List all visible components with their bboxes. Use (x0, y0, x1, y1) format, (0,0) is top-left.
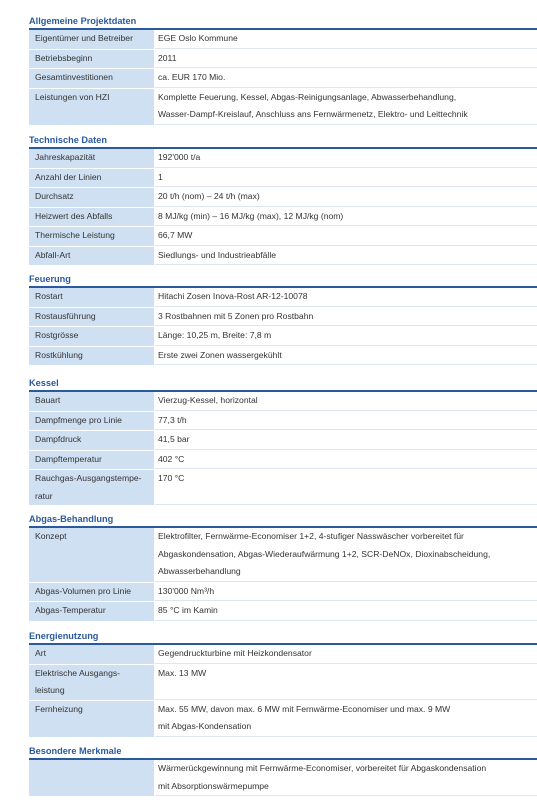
row-value (155, 347, 537, 366)
row-value-line: mit Absorptionswärmepumpe (158, 780, 269, 791)
row-label (29, 89, 155, 125)
row-value-line: Max. 13 MW (158, 667, 207, 678)
section-title: Kessel (29, 374, 537, 392)
row-value (155, 30, 537, 49)
row-label (29, 451, 155, 470)
table-row (29, 69, 537, 89)
row-label-line: ratur (35, 490, 53, 501)
row-label-line: Elektrische Ausgangs- (35, 667, 121, 678)
table-row (29, 431, 537, 451)
row-label (29, 701, 155, 737)
table-row (29, 327, 537, 347)
row-value (155, 665, 537, 700)
table-row (29, 347, 537, 367)
row-label (29, 760, 155, 796)
row-value (155, 327, 537, 346)
row-label (29, 149, 155, 168)
row-label-line: Thermische Leistung (35, 230, 115, 240)
row-value-line: 20 t/h (nom) – 24 t/h (max) (158, 191, 260, 201)
row-value-line: Erste zwei Zonen wassergekühlt (158, 349, 282, 360)
row-value-line: Komplette Feuerung, Kessel, Abgas-Reinigungsanlage, Abwasserbehandlung, (158, 91, 457, 102)
row-label (29, 665, 155, 700)
row-label (29, 169, 155, 188)
table-row (29, 169, 537, 189)
row-value-line: 1 (158, 171, 163, 182)
row-label-line: Gesamtinvestitionen (35, 72, 113, 82)
row-label-line: Jahreskapazität (35, 152, 96, 162)
row-label (29, 528, 155, 582)
row-value (155, 602, 537, 621)
row-value (155, 247, 537, 266)
section-3 (29, 374, 537, 506)
row-label-line: leistung (35, 685, 65, 695)
section-title: Besondere Merkmale (29, 742, 537, 760)
row-value-line: 402 °C (158, 453, 185, 464)
row-value (155, 288, 537, 307)
row-value-line: Max. 55 MW, davon max. 6 MW mit Fernwärme-Economiser und max. 9 MW (158, 703, 451, 714)
row-label (29, 288, 155, 307)
row-value (155, 528, 537, 582)
row-label (29, 50, 155, 69)
section-5 (29, 627, 537, 738)
row-label-line: Eigentümer und Betreiber (35, 33, 133, 43)
row-label (29, 347, 155, 366)
row-value-line: Gegendruckturbine mit Heizkondensator (158, 648, 312, 658)
row-value-line: 170 °C (158, 473, 185, 483)
row-value-line: 192'000 t/a (158, 152, 201, 162)
row-label (29, 645, 155, 664)
row-label-line: Rostart (35, 291, 63, 301)
row-label-line: Rauchgas-Ausgangstempe- (35, 473, 142, 483)
row-value (155, 149, 537, 168)
row-label-line: Art (35, 648, 46, 658)
row-value (155, 760, 537, 796)
row-label (29, 431, 155, 450)
row-value-line: Hitachi Zosen Inova-Rost AR-12-10078 (158, 291, 308, 301)
row-value (155, 392, 537, 411)
table-row (29, 149, 537, 169)
row-value (155, 470, 537, 505)
row-label-line: Anzahl der Linien (35, 171, 102, 182)
row-label (29, 188, 155, 207)
table-row (29, 528, 537, 583)
table-row (29, 602, 537, 622)
row-label-line: Dampfmenge pro Linie (35, 414, 122, 425)
row-label (29, 602, 155, 621)
row-label-line: Rostgrösse (35, 330, 79, 340)
row-value-line: mit Abgas-Kondensation (158, 721, 252, 731)
row-label-line: Konzept (35, 531, 67, 541)
section-1 (29, 131, 537, 266)
row-label (29, 247, 155, 266)
row-label (29, 30, 155, 49)
row-value-line: 85 °C im Kamin (158, 605, 218, 615)
row-label (29, 227, 155, 246)
row-label (29, 327, 155, 346)
table-row (29, 227, 537, 247)
row-label-line: Dampftemperatur (35, 453, 102, 464)
row-label-line: Durchsatz (35, 191, 74, 201)
table-row (29, 308, 537, 328)
row-value (155, 89, 537, 125)
row-value-line: Wärmerückgewinnung mit Fernwärme-Economiser, vorbereitet für Abgaskondensation (158, 763, 487, 773)
table-row (29, 50, 537, 70)
table-row (29, 392, 537, 412)
row-label-line: Bauart (35, 395, 61, 405)
row-label (29, 470, 155, 505)
row-value-line: Abwasserbehandlung (158, 566, 241, 576)
table-row (29, 451, 537, 471)
table-row (29, 208, 537, 228)
table-row (29, 188, 537, 208)
row-value-line: 41,5 bar (158, 434, 190, 444)
row-value (155, 645, 537, 664)
row-label (29, 412, 155, 431)
row-value-line: Siedlungs- und Industrieabfälle (158, 249, 277, 260)
row-label (29, 392, 155, 411)
row-label-line: Leistungen von HZI (35, 91, 110, 102)
row-value-line: Länge: 10,25 m, Breite: 7,8 m (158, 330, 272, 340)
section-title: Feuerung (29, 270, 537, 288)
row-value (155, 169, 537, 188)
row-value-line: EGE Oslo Kommune (158, 33, 238, 43)
row-value (155, 451, 537, 470)
table-row (29, 89, 537, 126)
section-title: Allgemeine Projektdaten (29, 12, 537, 30)
row-label-line: Abgas-Temperatur (35, 605, 106, 615)
table-row (29, 665, 537, 701)
section-0 (29, 12, 537, 126)
row-label-line: Abfall-Art (35, 249, 71, 260)
table-row (29, 583, 537, 603)
section-6 (29, 742, 537, 797)
table-row (29, 760, 537, 797)
table-row (29, 470, 537, 506)
row-value-line: 77,3 t/h (158, 414, 187, 425)
row-value-line: 3 Rostbahnen mit 5 Zonen pro Rostbahn (158, 310, 314, 321)
row-label-line: Fernheizung (35, 703, 83, 714)
row-value-line: Vierzug-Kessel, horizontal (158, 395, 258, 405)
table-row (29, 30, 537, 50)
row-value-line: Abgaskondensation, Abgas-Wiederaufwärmung 1+2, SCR-DeNOx, Dioxinabscheidung, (158, 548, 491, 559)
section-title: Energienutzung (29, 627, 537, 645)
row-label-line: Heizwert des Abfalls (35, 210, 113, 221)
row-value-line: Wasser-Dampf-Kreislauf, Anschluss ans Fernwärmenetz, Elektro- und Leittechnik (158, 109, 468, 119)
row-value-line: 66,7 MW (158, 230, 193, 240)
row-value (155, 431, 537, 450)
row-label (29, 69, 155, 88)
row-value-line: ca. EUR 170 Mio. (158, 72, 226, 82)
row-value (155, 227, 537, 246)
row-value (155, 69, 537, 88)
section-title: Technische Daten (29, 131, 537, 149)
row-label (29, 208, 155, 227)
row-label-line: Dampfdruck (35, 434, 82, 444)
row-value (155, 208, 537, 227)
table-row (29, 701, 537, 738)
row-value (155, 188, 537, 207)
table-row (29, 288, 537, 308)
row-label-line (35, 760, 154, 778)
row-label-line: Rostkühlung (35, 349, 83, 360)
row-value-line: Elektrofilter, Fernwärme-Economiser 1+2, 4-stufiger Nasswäscher vorbereitet für (158, 531, 464, 541)
table-row (29, 412, 537, 432)
row-value-line: 130'000 Nm³/h (158, 585, 215, 596)
row-value (155, 50, 537, 69)
table-row (29, 645, 537, 665)
row-value-line: 8 MJ/kg (min) – 16 MJ/kg (max), 12 MJ/kg (nom) (158, 210, 344, 221)
row-label (29, 583, 155, 602)
table-row (29, 247, 537, 267)
row-label-line: Rostausführung (35, 310, 96, 321)
row-value (155, 583, 537, 602)
row-label-line: Abgas-Volumen pro Linie (35, 585, 132, 596)
section-title: Abgas-Behandlung (29, 510, 537, 528)
row-value-line: 2011 (158, 52, 177, 63)
row-label (29, 308, 155, 327)
section-2 (29, 270, 537, 366)
row-value (155, 412, 537, 431)
row-value (155, 701, 537, 737)
row-label-line: Betriebsbeginn (35, 52, 93, 63)
row-value (155, 308, 537, 327)
section-4 (29, 510, 537, 622)
